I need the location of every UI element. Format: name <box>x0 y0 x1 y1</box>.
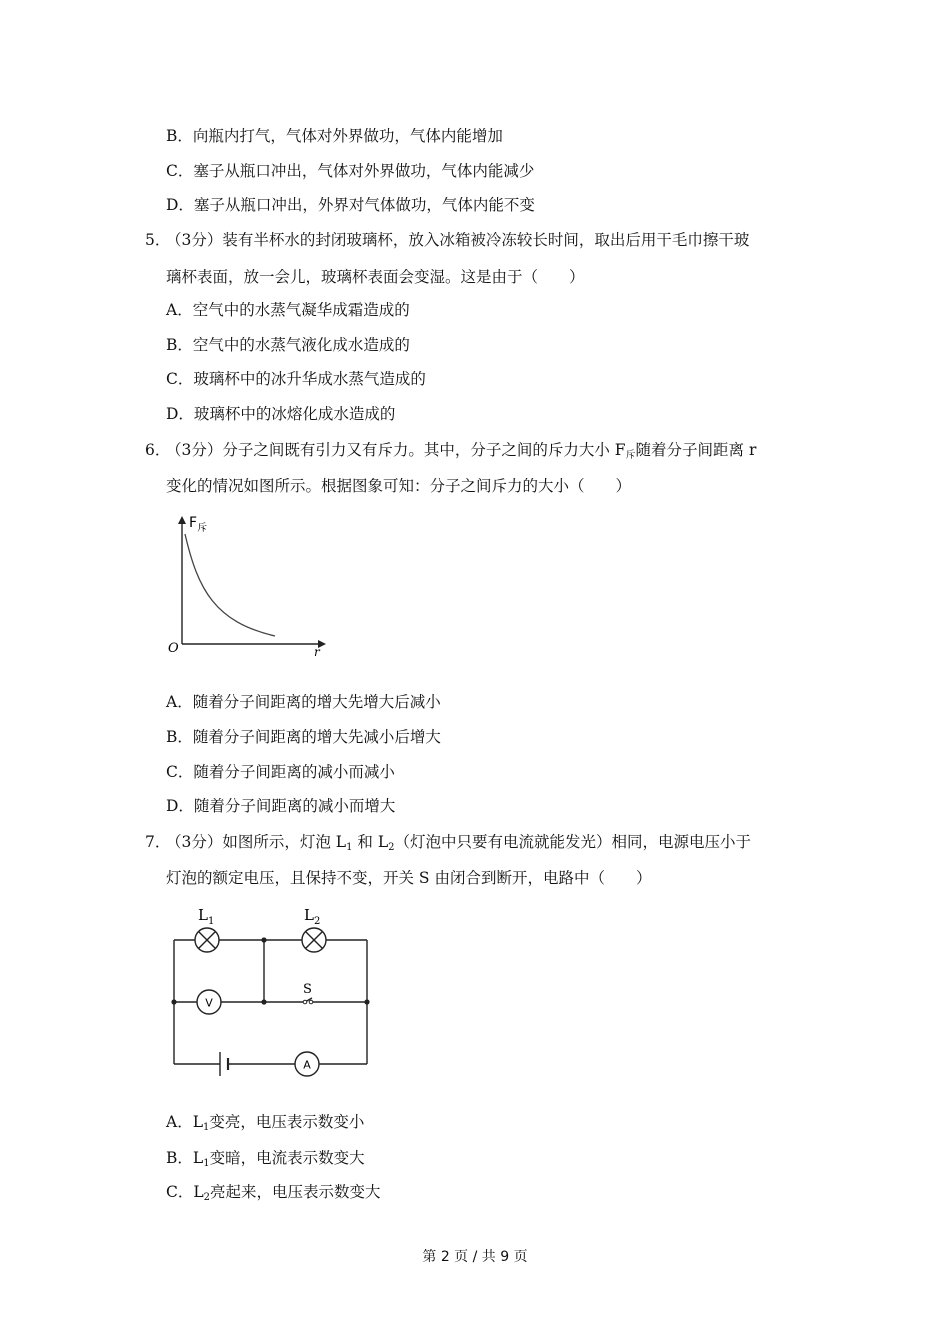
switch-contact <box>303 1000 307 1004</box>
q5-stem-line1: （3分）装有半杯水的封闭玻璃杯，放入冰箱被冷冻较长时间，取出后用干毛巾擦干玻 <box>166 231 750 249</box>
q5-number: 5． <box>145 231 171 249</box>
q6-option-a: A．随着分子间距离的增大先增大后减小 <box>166 693 441 711</box>
q6-number: 6． <box>145 441 171 459</box>
q6-option-b: B．随着分子间距离的增大先减小后增大 <box>166 728 441 746</box>
x-axis-label: r <box>314 645 320 659</box>
force-curve <box>185 534 275 636</box>
q5-option-c: C．玻璃杯中的冰升华成水蒸气造成的 <box>166 370 426 388</box>
q7-option-a: A．$L_1$变亮，电压表示数变小 <box>166 1113 365 1133</box>
voltmeter-label: V <box>205 996 213 1010</box>
switch-contact <box>309 1000 313 1004</box>
q6-option-c: C．随着分子间距离的减小而减小 <box>166 763 395 781</box>
q5-stem-line2: 璃杯表面，放一会儿，玻璃杯表面会变湿。这是由于（ ） <box>166 268 585 286</box>
q7-option-b: B．$L_1$变暗，电流表示数变大 <box>166 1149 365 1169</box>
repulsion-force-graph <box>160 510 330 660</box>
q4-option-b: B．向瓶内打气，气体对外界做功，气体内能增加 <box>166 127 503 145</box>
q7-stem-line1: （3分）如图所示，灯泡 $L_1$ 和 $L_2$（灯泡中只要有电流就能发光）相同，电源电压小于 <box>166 833 752 853</box>
q5-option-d: D．玻璃杯中的冰熔化成水造成的 <box>166 405 396 423</box>
y-axis-arrow <box>178 516 186 524</box>
junction-dot <box>171 999 176 1004</box>
q5-option-a: A．空气中的水蒸气凝华成霜造成的 <box>166 301 410 319</box>
page-footer: 第 2 页 / 共 9 页 <box>422 1249 528 1265</box>
switch-label: S <box>303 982 312 997</box>
junction-dot <box>261 937 266 942</box>
lamp-l2-label: $L_2$ <box>304 906 321 927</box>
circuit-diagram <box>160 898 390 1084</box>
junction-dot <box>364 999 369 1004</box>
q4-option-d: D．塞子从瓶口冲出，外界对气体做功，气体内能不变 <box>166 196 535 214</box>
q7-option-c: C．$L_2$亮起来，电压表示数变大 <box>166 1183 381 1203</box>
q4-option-c: C．塞子从瓶口冲出，气体对外界做功，气体内能减少 <box>166 162 535 180</box>
q5-option-b: B．空气中的水蒸气液化成水造成的 <box>166 336 410 354</box>
lamp-l1-label: $L_1$ <box>198 906 215 927</box>
junction-dot <box>261 999 266 1004</box>
origin-label: O <box>168 641 179 656</box>
q7-number: 7． <box>145 833 171 851</box>
q7-stem-line2: 灯泡的额定电压，且保持不变，开关 S 由闭合到断开，电路中（ ） <box>166 869 652 887</box>
q6-option-d: D．随着分子间距离的减小而增大 <box>166 797 396 815</box>
y-axis-label: $F_斥$ <box>189 515 208 534</box>
q6-stem-line2: 变化的情况如图所示。根据图象可知：分子之间斥力的大小（ ） <box>166 477 632 495</box>
q6-stem-line1: （3分）分子之间既有引力又有斥力。其中，分子之间的斥力大小 $F_斥$随着分子间距离 r <box>166 441 757 461</box>
ammeter-label: A <box>303 1058 311 1072</box>
